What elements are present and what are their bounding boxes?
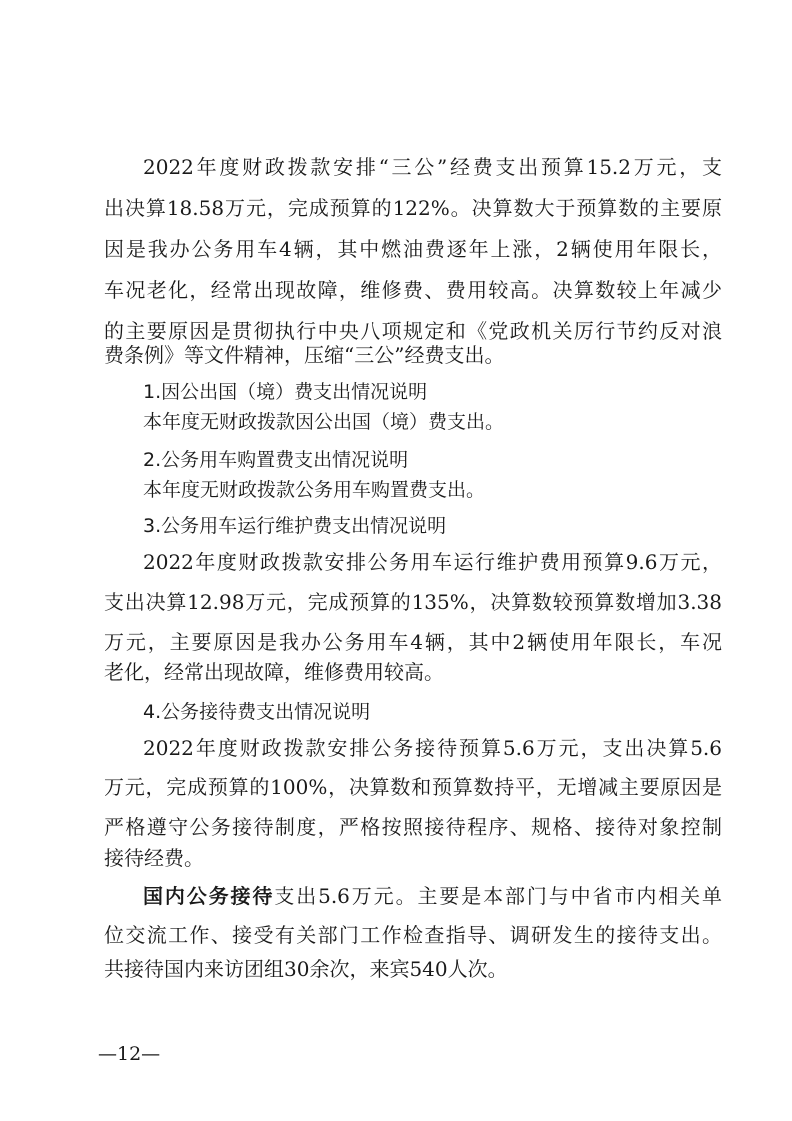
section-2-heading: 2.公务用车购置费支出情况说明 (143, 449, 409, 471)
domestic-reception-line-1 (143, 884, 722, 908)
paragraph-1-line-4: 车况老化，经常出现故障，维修费、费用较高。决算数较上年减少 (104, 278, 722, 302)
section-3-line-1: 2022年度财政拨款安排公务用车运行维护费用预算9.6万元， (143, 550, 722, 574)
section-3-line-4: 老化，经常出现故障，维修费用较高。 (104, 660, 444, 684)
section-3-line-3: 万元，主要原因是我办公务用车4辆，其中2辆使用年限长，车况 (104, 630, 722, 654)
domestic-reception-line-3: 共接待国内来访团组30余次，来宾540人次。 (104, 957, 508, 981)
section-1-heading: 1.因公出国（境）费支出情况说明 (143, 381, 428, 403)
section-4-line-2: 万元，完成预算的100%，决算数和预算数持平，无增减主要原因是 (104, 775, 722, 799)
domestic-reception-line-1-text: 支出5.6万元。主要是本部门与中省市内相关单 (274, 884, 722, 908)
paragraph-1-line-1: 2022年度财政拨款安排“三公”经费支出预算15.2万元，支 (143, 155, 722, 179)
section-4-line-4: 接待经费。 (104, 846, 204, 870)
section-4-line-3: 严格遵守公务接待制度，严格按照接待程序、规格、接待对象控制 (104, 815, 722, 839)
section-4-heading: 4.公务接待费支出情况说明 (143, 701, 371, 723)
domestic-reception-label: 国内公务接待 (143, 884, 275, 908)
section-3-line-2: 支出决算12.98万元，完成预算的135%，决算数较预算数增加3.38 (104, 590, 722, 614)
page-number: —12— (98, 1043, 161, 1065)
section-2-body: 本年度无财政拨款公务用车购置费支出。 (143, 479, 486, 501)
section-3-heading: 3.公务用车运行维护费支出情况说明 (143, 515, 447, 537)
paragraph-1-line-3: 因是我办公务用车4辆，其中燃油费逐年上涨，2辆使用年限长， (104, 237, 722, 261)
domestic-reception-line-2: 位交流工作、接受有关部门工作检查指导、调研发生的接待支出。 (104, 923, 722, 947)
paragraph-1-line-6: 费条例》等文件精神，压缩“三公”经费支出。 (104, 343, 505, 367)
paragraph-1-line-2: 出决算18.58万元，完成预算的122%。决算数大于预算数的主要原 (104, 196, 722, 220)
paragraph-1-line-5: 的主要原因是贯彻执行中央八项规定和《党政机关厉行节约反对浪 (104, 319, 722, 343)
section-4-line-1: 2022年度财政拨款安排公务接待预算5.6万元，支出决算5.6 (143, 736, 722, 760)
section-1-body: 本年度无财政拨款因公出国（境）费支出。 (143, 411, 505, 433)
